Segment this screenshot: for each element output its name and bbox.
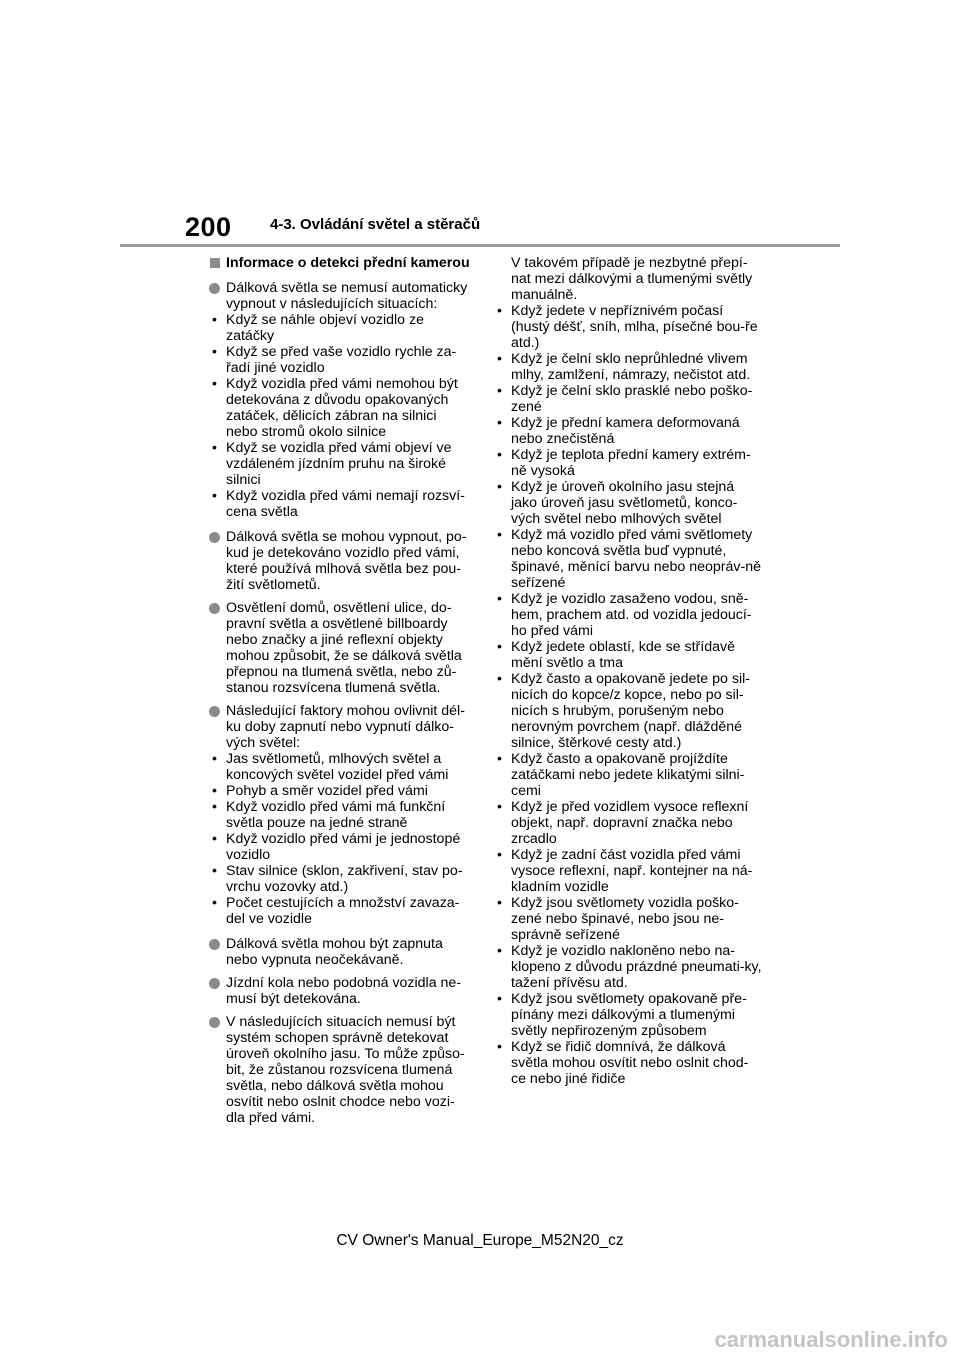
list-item: • Když je vozidlo zasaženo vodou, sně-hem, prachem atd. od vozidla jedoucí-ho před vámi	[497, 591, 752, 639]
left-column	[208, 255, 470, 1133]
list-item: • Když často a opakovaně jedete po sil-nicích do kopce/z kopce, nebo po sil-nicích s hrubým, porušeným nebo nerovným povrchem (např. dlážděné silnice, štěrkové cesty atd.)	[497, 671, 750, 751]
circle-bullet-icon	[209, 532, 220, 543]
paragraph-text: Jízdní kola nebo podobná vozidla ne-musí být detekována.	[226, 975, 462, 1007]
watermark: carmanualsonline.info	[714, 1327, 948, 1352]
list-item: • Pohyb a směr vozidel před vámi	[212, 783, 428, 799]
circle-bullet-icon	[209, 283, 220, 294]
circle-bullet-icon	[209, 706, 220, 717]
circle-bullet-icon	[209, 603, 220, 614]
paragraph-text: Dálková světla mohou být zapnuta nebo vypnuta neočekávaně.	[226, 936, 443, 968]
list-item: • Když často a opakovaně projíždíte zatáčkami nebo jedete klikatými silni-cemi	[497, 751, 745, 799]
list-item: • Když vozidla před vámi nemají rozsví-cena světla	[212, 488, 465, 520]
paragraph-5	[208, 936, 470, 968]
list-item: • Jas světlometů, mlhových světel a koncových světel vozidel před vámi	[212, 751, 449, 783]
paragraph-3	[208, 600, 470, 696]
list-item: • Když se náhle objeví vozidlo ze zatáčky	[212, 312, 424, 344]
list-item: • Když je čelní sklo neprůhledné vlivem mlhy, zamlžení, námrazy, nečistot atd.	[497, 351, 751, 383]
section-title: 4-3. Ovládání světel a stěračů	[270, 216, 481, 233]
paragraph-2	[208, 529, 470, 593]
paragraph-text: V následujících situacích nemusí být systém schopen správně detekovat úroveň okolního jasu. To může způso-bit, že zůstanou rozsvícena tlumená světla, nebo dálková světla mohou osvítit nebo oslnit chodce nebo vozi-dla před vámi.	[226, 1014, 465, 1126]
list-item: • Když jsou světlomety opakovaně pře-pínány mezi dálkovými a tlumenými světly nepřirozeným způsobem	[497, 991, 747, 1039]
bullet-list-1	[208, 312, 470, 520]
list-item: • Když jedete oblastí, kde se střídavě mění světlo a tma	[497, 639, 735, 671]
header-divider	[120, 244, 840, 247]
list-item: • Když je vozidlo nakloněno nebo na-klopeno z důvodu prázdné pneumati-ky, tažení přívěsu atd.	[497, 943, 762, 991]
square-bullet-icon	[210, 258, 220, 268]
paragraph-6	[208, 975, 470, 1007]
circle-bullet-icon	[209, 978, 220, 989]
footer-text: CV Owner's Manual_Europe_M52N20_cz	[336, 1232, 624, 1249]
list-item: • Když se před vaše vozidlo rychle za-řadí jiné vozidlo	[212, 344, 457, 376]
paragraph-4	[208, 703, 470, 751]
paragraph-text: Dálková světla se nemusí automaticky vypnout v následujících situacích:	[226, 280, 468, 312]
list-item: • Stav silnice (sklon, zakřivení, stav po-vrchu vozovky atd.)	[212, 863, 463, 895]
paragraph-1	[208, 280, 470, 312]
right-column	[493, 255, 763, 1087]
continued-paragraph: V takovém případě je nezbytné přepí-nat mezi dálkovými a tlumenými světly manuálně.	[511, 255, 753, 303]
list-item: • Když má vozidlo před vámi světlomety nebo koncová světla buď vypnuté, špinavé, měnící barvu nebo neopráv-ně seřízené	[497, 527, 762, 591]
list-item: • Když je před vozidlem vysoce reflexní objekt, např. dopravní značka nebo zrcadlo	[497, 799, 749, 847]
paragraph-text: Následující faktory mohou ovlivnit dél-ku doby zapnutí nebo vypnutí dálko-vých světel:	[226, 703, 465, 751]
list-item: • Když jsou světlomety vozidla poško-zené nebo špinavé, nebo jsou ne-správně seřízené	[497, 895, 739, 943]
list-item: • Když je úroveň okolního jasu stejná jako úroveň jasu světlometů, konco-vých světel nebo mlhových světel	[497, 479, 738, 527]
circle-bullet-icon	[209, 939, 220, 950]
circle-bullet-icon	[209, 1017, 220, 1028]
list-item: • Když je čelní sklo prasklé nebo poško-zené	[497, 383, 753, 415]
paragraph-text: Dálková světla se mohou vypnout, po-kud je detekováno vozidlo před vámi, které používá mlhová světla bez pou-žití světlometů.	[226, 529, 467, 593]
bullet-list-3	[493, 303, 763, 1087]
list-item: • Když se vozidla před vámi objeví ve vzdáleném jízdním pruhu na široké silnici	[212, 440, 452, 488]
list-item: • Když je zadní část vozidla před vámi vysoce reflexní, např. kontejner na ná-kladním vozidle	[497, 847, 753, 895]
list-item: • Počet cestujících a množství zavaza-del ve vozidle	[212, 895, 460, 927]
paragraph-7	[208, 1014, 470, 1126]
list-item: • Když vozidlo před vámi má funkční světla pouze na jedné straně	[212, 799, 446, 831]
list-item: • Když se řidič domnívá, že dálková světla mohou osvítit nebo oslnit chod-ce nebo jiné řidiče	[497, 1039, 749, 1087]
bullet-list-2	[208, 751, 470, 927]
section-heading	[208, 255, 470, 271]
list-item: • Když je přední kamera deformovaná nebo znečistěná	[497, 415, 740, 447]
list-item: • Když vozidla před vámi nemohou být detekována z důvodu opakovaných zatáček, dělicích zábran na silnici nebo stromů okolo silnice	[212, 376, 458, 440]
page-number: 200	[185, 212, 232, 242]
paragraph-text: Osvětlení domů, osvětlení ulice, do-pravní světla a osvětlené billboardy nebo značky a jiné reflexní objekty mohou způsobit, že se dálková světla přepnou na tlumená světla, nebo zů-stanou rozsvícena tlumená světla.	[226, 600, 462, 696]
list-item: • Když jedete v nepříznivém počasí (hustý déšť, sníh, mlha, písečné bou-ře atd.)	[497, 303, 758, 351]
list-item: • Když je teplota přední kamery extrém-ně vysoká	[497, 447, 751, 479]
heading-text: Informace o detekci přední kamerou	[226, 255, 470, 271]
list-item: • Když vozidlo před vámi je jednostopé vozidlo	[212, 831, 461, 863]
